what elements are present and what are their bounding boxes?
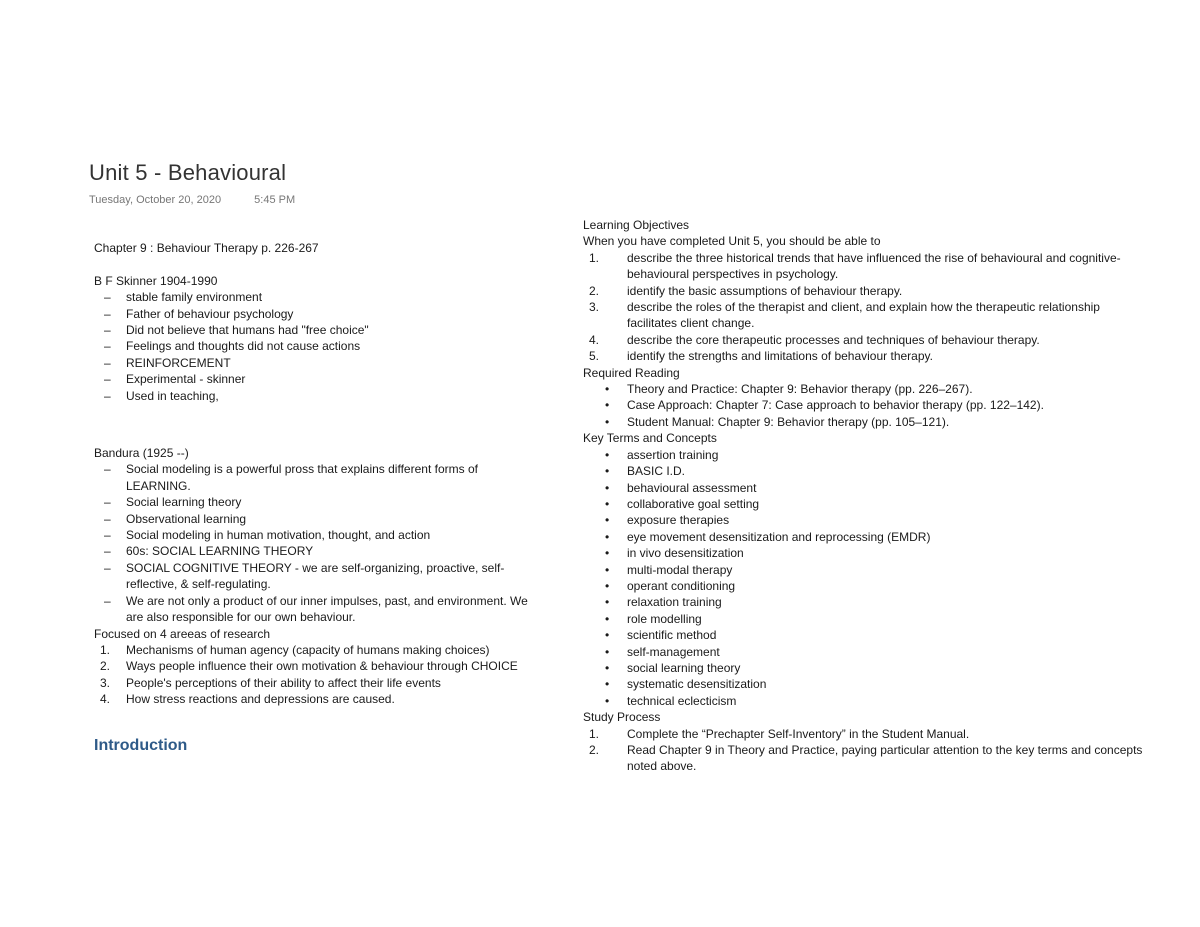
term-item — [583, 496, 1143, 512]
list-item-text: Ways people influence their own motivation & behaviour through CHOICE — [126, 659, 518, 674]
skinner-list — [94, 289, 534, 404]
page-title: Unit 5 - Behavioural — [89, 160, 287, 185]
introduction-heading: Introduction — [94, 736, 188, 754]
list-marker: – — [104, 511, 111, 526]
list-item-text: Father of behaviour psychology — [126, 306, 294, 321]
list-marker: – — [104, 339, 111, 354]
list-marker: • — [605, 578, 610, 593]
study-heading: Study Process — [583, 710, 661, 725]
list-item-text: Social modeling is a powerful pross that explains different forms of LEARNING. — [126, 462, 478, 493]
list-item-text: multi-modal therapy — [627, 562, 733, 577]
list-marker: • — [605, 496, 610, 511]
list-item-text: scientific method — [627, 628, 717, 643]
list-marker: • — [605, 480, 610, 495]
list-item-text: describe the three historical trends that have influenced the rise of behavioural and cognitive-behavioural perspectives in psychology. — [627, 250, 1121, 282]
focus-list-item — [94, 675, 534, 691]
terms-heading: Key Terms and Concepts — [583, 431, 717, 446]
list-item-text: Observational learning — [126, 511, 247, 526]
skinner-heading: B F Skinner 1904-1990 — [94, 273, 218, 288]
list-marker: – — [104, 323, 111, 338]
skinner-list-item — [94, 388, 534, 404]
list-marker: • — [605, 595, 610, 610]
list-item-text: Experimental - skinner — [126, 372, 246, 387]
list-marker: – — [104, 560, 111, 575]
list-item-text: in vivo desensitization — [627, 546, 744, 561]
list-item-text: exposure therapies — [627, 513, 730, 528]
bandura-list — [94, 461, 534, 625]
list-item-text: operant conditioning — [627, 578, 736, 593]
list-marker: 1. — [100, 642, 111, 657]
list-marker: • — [605, 398, 610, 413]
bandura-list-item — [94, 543, 534, 559]
list-marker: 2. — [100, 659, 111, 674]
list-marker: • — [605, 447, 610, 462]
list-marker: • — [605, 611, 610, 626]
list-marker: – — [104, 355, 111, 370]
skinner-list-item — [94, 371, 534, 387]
list-marker: • — [605, 546, 610, 561]
term-item — [583, 529, 1143, 545]
skinner-list-item — [94, 306, 534, 322]
list-item-text: Did not believe that humans had "free choice" — [126, 323, 369, 338]
list-item-text: Read Chapter 9 in Theory and Practice, paying particular attention to the key terms and concepts noted above. — [627, 743, 1143, 774]
list-item-text: Social modeling in human motivation, thought, and action — [126, 528, 431, 543]
objective-item — [583, 332, 1143, 348]
skinner-list-item — [94, 355, 534, 371]
list-marker: • — [605, 529, 610, 544]
objective-item — [583, 283, 1143, 299]
focus-list-item — [94, 691, 534, 707]
list-item-text: identify the strengths and limitations of behaviour therapy. — [627, 349, 933, 364]
term-item — [583, 480, 1143, 496]
list-item-text: Mechanisms of human agency (capacity of humans making choices) — [126, 642, 490, 657]
list-item-text: Case Approach: Chapter 7: Case approach to behavior therapy (pp. 122–142). — [627, 398, 1044, 413]
term-item — [583, 578, 1143, 594]
list-marker: – — [104, 528, 111, 543]
skinner-list-item — [94, 338, 534, 354]
reading-item — [583, 414, 1143, 430]
list-item-text: behavioural assessment — [627, 480, 757, 495]
objective-item — [583, 299, 1143, 332]
term-item — [583, 447, 1143, 463]
term-item — [583, 660, 1143, 676]
term-item — [583, 693, 1143, 709]
focus-list — [94, 642, 534, 708]
bandura-list-item — [94, 461, 534, 494]
list-item-text: describe the core therapeutic processes and techniques of behaviour therapy. — [627, 332, 1040, 347]
list-marker: 4. — [100, 692, 111, 707]
term-item — [583, 627, 1143, 643]
list-item-text: stable family environment — [126, 290, 263, 305]
list-marker: – — [104, 495, 111, 510]
list-marker: 4. — [589, 332, 600, 347]
objective-item — [583, 348, 1143, 364]
list-marker: 1. — [589, 250, 600, 265]
reading-list — [583, 381, 1143, 430]
bandura-list-item — [94, 560, 534, 593]
focus-list-item — [94, 642, 534, 658]
page-time: 5:45 PM — [254, 194, 296, 206]
list-marker: • — [605, 414, 610, 429]
list-item-text: describe the roles of the therapist and client, and explain how the therapeutic relationship facilitates client change. — [627, 300, 1100, 331]
bandura-list-item — [94, 527, 534, 543]
bandura-list-item — [94, 593, 534, 626]
list-marker: • — [605, 644, 610, 659]
list-item-text: Theory and Practice: Chapter 9: Behavior therapy (pp. 226–267). — [627, 382, 973, 397]
list-marker: 2. — [589, 283, 600, 298]
objectives-heading: Learning Objectives — [583, 218, 690, 232]
page-date: Tuesday, October 20, 2020 — [89, 194, 222, 206]
list-item-text: BASIC I.D. — [627, 464, 686, 479]
list-item-text: assertion training — [627, 447, 719, 462]
list-marker: • — [605, 628, 610, 643]
skinner-list-item — [94, 289, 534, 305]
study-item — [583, 742, 1143, 775]
term-item — [583, 545, 1143, 561]
list-marker: – — [104, 388, 111, 403]
list-marker: 1. — [589, 726, 600, 741]
list-item-text: eye movement desensitization and reprocessing (EMDR) — [627, 529, 931, 544]
list-marker: – — [104, 372, 111, 387]
page-timestamp — [89, 194, 295, 206]
objective-item — [583, 250, 1143, 283]
list-item-text: Social learning theory — [126, 495, 242, 510]
term-item — [583, 562, 1143, 578]
list-item-text: People's perceptions of their ability to affect their life events — [126, 675, 441, 690]
list-marker: 5. — [589, 349, 600, 364]
list-marker: – — [104, 544, 111, 559]
list-item-text: identify the basic assumptions of behaviour therapy. — [627, 283, 903, 298]
term-item — [583, 611, 1143, 627]
list-marker: 2. — [589, 743, 600, 757]
list-marker: • — [605, 382, 610, 397]
list-item-text: Complete the “Prechapter Self-Inventory” in the Student Manual. — [627, 726, 970, 741]
list-item-text: Feelings and thoughts did not cause actions — [126, 339, 361, 354]
objectives-list — [583, 250, 1143, 365]
list-item-text: We are not only a product of our inner impulses, past, and environment. We are also responsible for our own behaviour. — [126, 593, 528, 625]
list-marker: • — [605, 562, 610, 577]
bandura-list-item — [94, 494, 534, 510]
list-item-text: social learning theory — [627, 660, 741, 675]
list-item-text: Student Manual: Chapter 9: Behavior therapy (pp. 105–121). — [627, 414, 950, 429]
list-marker: • — [605, 693, 610, 708]
list-item-text: Used in teaching, — [126, 388, 219, 403]
right-column — [583, 217, 1143, 775]
term-item — [583, 463, 1143, 479]
bandura-heading: Bandura (1925 --) — [94, 446, 189, 461]
left-column — [94, 240, 534, 754]
list-item-text: relaxation training — [627, 595, 722, 610]
bandura-list-item — [94, 511, 534, 527]
list-marker: – — [104, 306, 111, 321]
list-marker: – — [104, 593, 111, 608]
list-item-text: REINFORCEMENT — [126, 355, 231, 370]
reading-heading: Required Reading — [583, 365, 680, 380]
list-marker: • — [605, 677, 610, 692]
term-item — [583, 512, 1143, 528]
terms-list — [583, 447, 1143, 710]
skinner-list-item — [94, 322, 534, 338]
list-item-text: role modelling — [627, 611, 702, 626]
list-item-text: collaborative goal setting — [627, 496, 760, 511]
list-marker: • — [605, 660, 610, 675]
list-item-text: How stress reactions and depressions are caused. — [126, 692, 395, 707]
objectives-intro: When you have completed Unit 5, you should be able to — [583, 234, 881, 249]
list-marker: • — [605, 464, 610, 479]
list-marker: • — [605, 513, 610, 528]
study-list — [583, 726, 1143, 775]
focus-heading: Focused on 4 areeas of research — [94, 626, 271, 641]
chapter-line: Chapter 9 : Behaviour Therapy p. 226-267 — [94, 241, 319, 255]
term-item — [583, 644, 1143, 660]
list-item-text: 60s: SOCIAL LEARNING THEORY — [126, 544, 314, 559]
focus-list-item — [94, 658, 534, 674]
study-item — [583, 726, 1143, 742]
term-item — [583, 594, 1143, 610]
list-item-text: systematic desensitization — [627, 677, 767, 692]
reading-item — [583, 381, 1143, 397]
list-marker: 3. — [589, 300, 600, 315]
term-item — [583, 676, 1143, 692]
list-marker: 3. — [100, 675, 111, 690]
list-item-text: self-management — [627, 644, 720, 659]
list-item-text: SOCIAL COGNITIVE THEORY - we are self-organizing, proactive, self-reflective, & self-regulating. — [126, 560, 505, 592]
list-marker: – — [104, 290, 111, 305]
list-marker: – — [104, 462, 111, 477]
list-item-text: technical eclecticism — [627, 693, 737, 708]
reading-item — [583, 397, 1143, 413]
